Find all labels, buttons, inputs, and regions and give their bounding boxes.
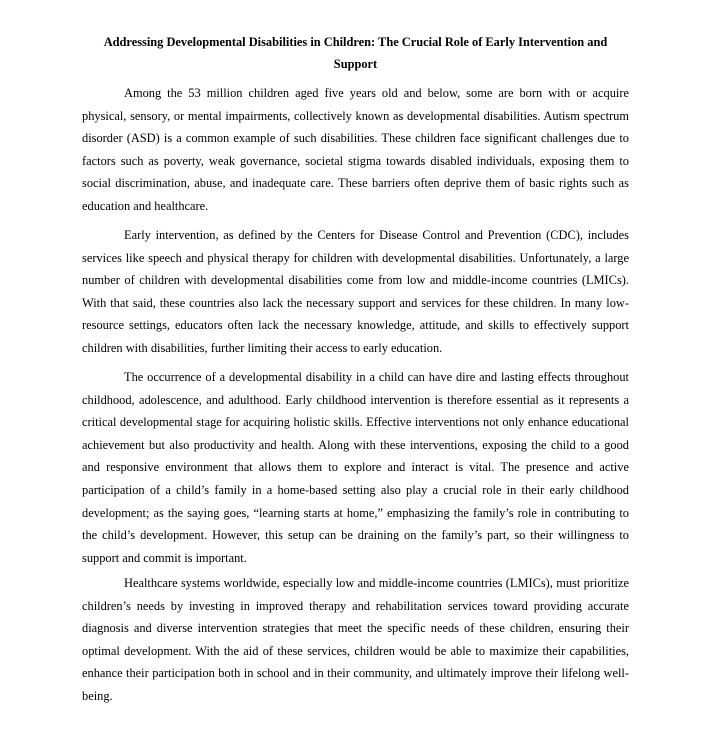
paragraph-4: Healthcare systems worldwide, especially low and middle-income countries (LMICs), must prioritize children’s needs by investing in improved therapy and rehabilitation services toward providing accurate diagnosis and diverse intervention strategies that meet the specific needs of these children, ensuring their optimal development. With the aid of these services, children would be able to maximize their capabilities, enhance their participation both in school and in their community, and ultimately improve their lifelong well-being. <box>82 576 629 703</box>
paragraph-2: Early intervention, as defined by the Centers for Disease Control and Prevention (CDC), includes services like speech and physical therapy for children with developmental disabilities. Unfortunately, a large number of children with developmental disabilities come from low and middle-income countries (LMICs). With that said, these countries also lack the necessary support and services for these children. In many low-resource settings, educators often lack the necessary knowledge, attitude, and skills to effectively support children with disabilities, further limiting their access to early education. <box>82 228 629 355</box>
paragraph-1: Among the 53 million children aged five years old and below, some are born with or acquire physical, sensory, or mental impairments, collectively known as developmental disabilities. Autism spectrum disorder (ASD) is a common example of such disabilities. These children face significant challenges due to factors such as poverty, weak governance, societal stigma towards disabled individuals, exposing them to social discrimination, abuse, and inadequate care. These barriers often deprive them of basic rights such as education and healthcare. <box>82 86 629 213</box>
paragraph-3: The occurrence of a developmental disability in a child can have dire and lasting effects throughout childhood, adolescence, and adulthood. Early childhood intervention is therefore essential as it represents a critical developmental stage for acquiring holistic skills. Effective interventions not only enhance educational achievement but also productivity and health. Along with these interventions, exposing the child to a good and responsive environment that allows them to explore and interact is vital. The presence and active participation of a child’s family in a home-based setting also play a crucial role in their early childhood development; as the saying goes, “learning starts at home,” emphasizing the family’s role in contributing to the child’s development. However, this setup can be draining on the family’s part, so their willingness to support and commit is important. <box>82 370 629 565</box>
document-title: Addressing Developmental Disabilities in Children: The Crucial Role of Early Intervention and Support <box>103 35 608 71</box>
